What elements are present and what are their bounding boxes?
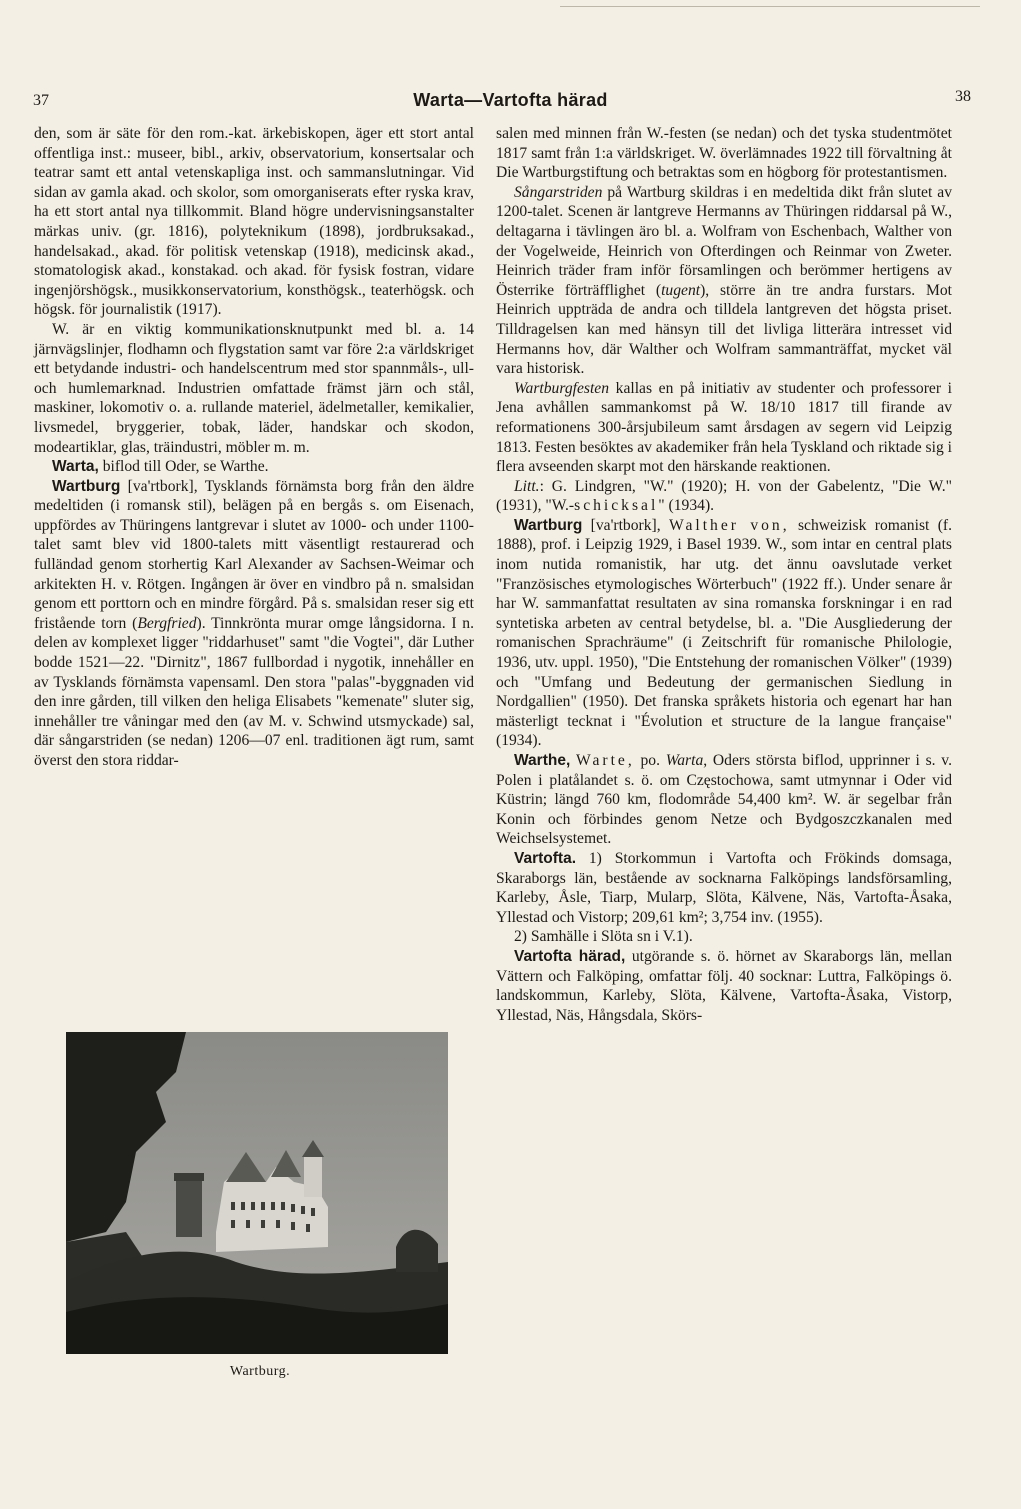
term-tugent: tugent (661, 281, 701, 299)
literature-text-1: : G. Lindgren, "W." (1920); H. von der Gabelentz, "Die W." (1931), "W.- (496, 477, 952, 515)
running-head: Warta—Vartofta härad (413, 90, 608, 110)
left-column (34, 124, 474, 771)
sangarstriden-paragraph (496, 183, 952, 379)
entry-vartofta-harad (496, 947, 952, 1025)
term-sangarstriden: Sångarstriden (514, 183, 603, 201)
top-edge-rule (560, 6, 980, 7)
wartburg-castle-image (66, 1032, 448, 1354)
entry-wartburg-walther (496, 516, 952, 751)
warthe-spaced: Warte, (576, 752, 635, 769)
warthe-text-3: , Oders största biflod, upprinner i s. v. Polen i platålandet s. ö. om Częstochowa, samt utmynnar i Oder vid Küstrin; längd 760 km, flodområde 54,400 km². W. är segelbar från Konin och förbindes genom Netze och Bydgoszczkanalen med Weichselsystemet. (496, 752, 952, 848)
wartburg-walther-text-1: [va'rtbork], (582, 516, 669, 534)
wartburg-walther-text-2: schweizisk romanist (f. 1888), prof. i Leipzig 1929, i Basel 1939. W., som intar en central plats inom nutida romanistik, har utg. det ännu oavslutade verket "Französisches etymologisches Wörterbuch" (1922 ff.). Under senare år har W. sammanfattat resultaten av sina romanska forskningar i en rad syntetiska arbeten av central betydelse, bl. a. "Die Ausgliederung der romanischen Sprachräume" (i Zeitschrift für romanische Philologie, 1936, utv. uppl. 1950), "Die Entstehung der romanischen Völker" (1939) och "Umfang und Bedeutung der germanischen Siedlung in Nordgallien" (1950). Det franska språkets historia och egenart har han mästerligt tecknat i "Évolution et structure de la langue française" (1934). (496, 516, 952, 750)
entry-wartburg (34, 477, 474, 771)
headword-vartofta-harad: Vartofta härad, (514, 947, 626, 965)
term-wartburgfesten: Wartburgfesten (514, 379, 610, 397)
warthe-italic-warta: Warta (665, 752, 704, 769)
warszawa-continuation: den, som är säte för den rom.-kat. ärkebiskopen, äger ett stort antal offentliga inst.: museer, bibl., arkiv, observatorium, konsertsalar och teatrar samt ett antal vetenskapliga inst. och sammanslutningar. Vid sidan av gamla akad. och skolor, som omorganiserats efter ryska krav, ha ett stort antal nya tillkommit. Bland högre undervisningsanstalter märkas univ. (gr. 1816), polyteknikum (1898), jordbruksakad., handelsakad., akad. för politisk vetenskap (1918), medicinsk akad., stomatologisk akad., konstakad. och akad. för fysisk fostran, vidare ingenjörshögsk., musikkonservatorium, konsthögsk., teaterhögsk. och högsk. för journalistik (1917). (34, 125, 474, 319)
page-number-right: 38 (955, 88, 971, 105)
figure-caption: Wartburg. (229, 1364, 291, 1379)
wartburg-photo (66, 1032, 448, 1354)
entry-warta (34, 457, 474, 477)
entry-warthe (496, 751, 952, 849)
entry-wartburg-text-1: [va'rtbork], Tysklands förnämsta borg från den äldre medeltiden (i romansk stil), belägen på en bergås s. om Eisenach, uppfördes av Thüringens lantgrevar i slutet av 1000- och under 1100-talet samt blev vid 1800-talets mitt väsentligt restaurerad och fulländad genom storhertig Karl Alexander av Sachsen-Weimar och arkitekten H. v. Rötgen. Ingången är över en vindbro på n. smalsidan genom ett porttorn och en mindre förgård. På s. smalsidan reser sig ett fristående torn ( (34, 477, 474, 632)
sangarstriden-text-1: på Wartburg skildras i en medeltida dikt från slutet av 1200-talet. Scenen är lantgreve Hermanns av Thüringen riddarsal på W., deltagarna i tävlingen äro bl. a. Wolfram von Eschenbach, Walther von der Vogelweide, Heinrich von Ofterdingen och Reinmar von Zweter. Heinrich träder fram inför församlingen och berömmer hertigens av Österrike förträfflighet ( (496, 183, 952, 299)
literature-text-2: " (1934). (658, 497, 715, 515)
entry-wartburg-italic-bergfried: Bergfried (137, 614, 197, 632)
festen-date: 18/10 (759, 399, 796, 417)
headword-wartburg-walther: Wartburg (514, 516, 583, 534)
warthe-text-2: po. (634, 752, 666, 769)
term-litt: Litt. (514, 477, 540, 495)
entry-vartofta (496, 849, 952, 927)
headword-wartburg: Wartburg (52, 477, 121, 495)
wartburgfesten-text-2: 1817 till firande av reformationens 300-årsjubileum samt årsdagen av segern vid Leipzig 1813. Festen besöktes av akademiker från hela Tyskland och riktade sig i flera avseenden skarpt mot den härskande reaktionen. (496, 399, 953, 476)
wartburg-walther-name: Walther von, (668, 516, 790, 534)
wartburg-continuation: salen med minnen från W.-festen (se nedan) och det tyska studentmötet 1817 samt från 1:a världskriget. W. överlämnades 1922 till förvaltning åt Die Wartburgstiftung och betraktas som en högborg för protestantismen. (496, 125, 952, 182)
vartofta-harad-text: utgörande s. ö. hörnet av Skaraborgs län, mellan Vättern och Falköping, omfattar följ. 40 socknar: Luttra, Falköpings ö. landskommun, Karleby, Slöta, Kälvene, Vartofta-Åsaka, Vistorp, Yllestad, Näs, Hångsdala, Skörs- (496, 947, 953, 1024)
vartofta-sub-2: 2) Samhälle i Slöta sn i V.1). (514, 928, 693, 946)
literature-paragraph (496, 477, 952, 516)
entry-wartburg-text-2: ). Tinnkrönta murar omge långsidorna. I n. delen av komplexet ligger "riddarhuset" samt "die Vogtei", där Luther bodde 1521—22. "Dirnitz", 1867 fullbordad i nygotik, innehåller en av Tysklands förnämsta vapensaml. Den stora "palas"-byggnaden vid den inre gården, till vilken den heliga Elisabets "kemenate" sluter sig, innehåller tre våningar med den (av M. v. Schwind utsmyckade) sal, där sångarstriden (se nedan) 1206—07 enl. traditionen ägt rum, samt överst den stora riddar- (34, 614, 475, 769)
right-column (496, 124, 952, 1025)
headword-vartofta: Vartofta. (514, 849, 577, 867)
warszawa-communications-paragraph: W. är en viktig kommunikationsknutpunkt med bl. a. 14 järnvägslinjer, flodhamn och flygstation samt var före 2:a världskriget ett betydande industri- och handelscentrum med stor spannmåls-, ull- och humlemarknad. Industrien omfattade främst järn och stål, maskiner, lokomotiv o. a. rullande materiel, ädelmetaller, kemikalier, livsmedel, bryggerier, tobak, läder, handskar och skodon, modeartiklar, glas, träindustri, möbler m. m. (34, 320, 474, 456)
entry-warta-text: biflod till Oder, se Warthe. (98, 458, 269, 476)
sangarstriden-text-2: ), större än tre andra furstars. Mot Heinrich uppträda de andra och tilldela lantgreven det högsta priset. Tilldragelsen kan med hänsyn till det livliga litterära intresset vid Hermanns hov, där Walther och Wolfram sammanträffat, mycket väl vara historisk. (496, 281, 952, 378)
page-number-left: 37 (33, 92, 49, 109)
vartofta-text-1: 1) Storkommun i Vartofta och Frökinds domsaga, Skaraborgs län, bestående av socknarna Falköpings landsförsamling, Karleby, Åsle, Tiarp, Mularp, Slöta, Kälvene, Näs, Vartofta-Åsaka, Yllestad och Vistorp; 209,61 km²; 3,754 inv. (1955). (496, 849, 952, 926)
literature-spaced: schicksal (574, 497, 659, 515)
headword-warta: Warta, (52, 458, 99, 476)
wartburgfesten-paragraph (496, 379, 952, 477)
headword-warthe: Warthe, (514, 752, 571, 769)
wartburgfesten-text-1: kallas en på initiativ av studenter och professorer i Jena avhållen sammankomst på W. (496, 379, 952, 417)
